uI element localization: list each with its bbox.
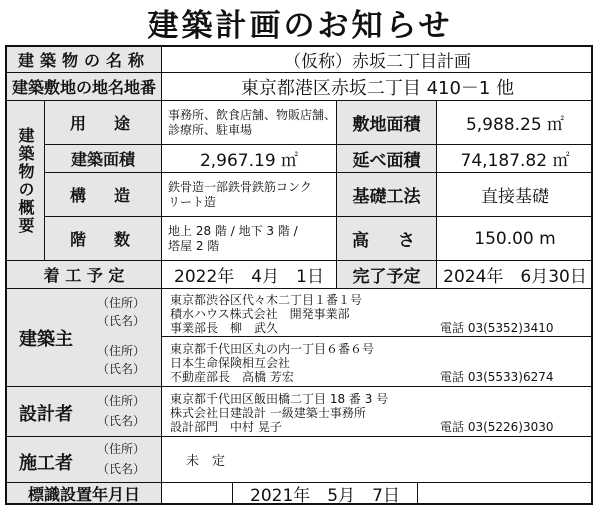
owner-name-tag-2: （氏名） bbox=[97, 362, 146, 376]
designer-label-cell bbox=[7, 387, 162, 437]
contractor-label: 施工者 bbox=[19, 453, 73, 474]
designer-phone: 電話 03(5226)3030 bbox=[440, 420, 554, 434]
use-value bbox=[162, 101, 337, 145]
overview-side-label: 建築物の概要 bbox=[7, 101, 45, 261]
owner-address-tag-1: （住所） bbox=[97, 296, 146, 310]
designer-label: 設計者 bbox=[19, 404, 73, 425]
owner-1-phone: 電話 03(5352)3410 bbox=[440, 321, 554, 335]
owner-1-company: 積水ハウス株式会社 開発事業部 bbox=[170, 307, 350, 321]
structure-value-line1: 鉄骨造一部鉄骨鉄筋コンク bbox=[168, 179, 312, 194]
designer-address-tag: （住所） bbox=[97, 394, 146, 408]
owner-address-tag-2: （住所） bbox=[97, 344, 146, 358]
building-name-value: （仮称）赤坂二丁目計画 bbox=[162, 47, 593, 73]
floors-value-line2: 塔屋 2 階 bbox=[168, 238, 220, 253]
owner-name-tag-1: （氏名） bbox=[97, 314, 146, 328]
sign-date-area bbox=[162, 483, 593, 503]
use-value-line2: 診療所、駐車場 bbox=[168, 122, 253, 137]
designer-person: 設計部門 中村 晃子 bbox=[170, 420, 282, 434]
end-value: 2024年 6月30日 bbox=[437, 261, 593, 289]
site-area-value: 5,988.25 ㎡ bbox=[437, 101, 593, 145]
sign-date-label: 標識設置年月日 bbox=[7, 483, 162, 503]
use-value-line1: 事務所、飲食店舗、物販店舗、 bbox=[168, 107, 337, 122]
designer-address: 東京都千代田区飯田橋二丁目 18 番 3 号 bbox=[170, 392, 389, 406]
end-label: 完了予定 bbox=[337, 261, 437, 289]
foundation-label: 基礎工法 bbox=[337, 173, 437, 217]
owner-1-address: 東京都渋谷区代々木二丁目１番１号 bbox=[170, 293, 363, 307]
info-table bbox=[5, 45, 593, 505]
foundation-value: 直接基礎 bbox=[437, 173, 593, 217]
structure-label: 構 造 bbox=[45, 173, 162, 217]
owner-label: 建築主 bbox=[19, 329, 73, 350]
building-area-value: 2,967.19 ㎡ bbox=[162, 145, 337, 173]
structure-value bbox=[162, 173, 337, 217]
site-address-value: 東京都港区赤坂二丁目 410－1 他 bbox=[162, 73, 593, 101]
designer-company: 株式会社日建設計 一級建築士事務所 bbox=[170, 406, 366, 420]
sign-date-value: 2021年 5月 7日 bbox=[232, 483, 418, 503]
total-floor-area-value: 74,187.82 ㎡ bbox=[437, 145, 593, 173]
site-area-label: 敷地面積 bbox=[337, 101, 437, 145]
start-label: 着 工 予 定 bbox=[7, 261, 162, 289]
owner-party-2 bbox=[162, 337, 593, 387]
floors-label: 階 数 bbox=[45, 217, 162, 261]
owner-2-company: 日本生命保険相互会社 bbox=[170, 356, 291, 370]
owner-2-address: 東京都千代田区丸の内一丁目６番６号 bbox=[170, 342, 375, 356]
contractor-address-tag: （住所） bbox=[97, 442, 146, 456]
structure-value-line2: リート造 bbox=[168, 194, 217, 209]
height-value: 150.00 m bbox=[437, 217, 593, 261]
owner-1-person: 事業部長 柳 武久 bbox=[170, 321, 279, 335]
owner-label-cell bbox=[7, 289, 162, 387]
contractor-info bbox=[162, 437, 593, 483]
owner-2-person: 不動産部長 高橋 芳宏 bbox=[170, 370, 294, 384]
notice-title: 建築計画のお知らせ bbox=[0, 0, 600, 45]
owner-party-1 bbox=[162, 289, 593, 337]
owner-2-phone: 電話 03(5533)6274 bbox=[440, 370, 554, 384]
building-name-label: 建築物の名称 bbox=[7, 47, 162, 73]
contractor-name-tag: （氏名） bbox=[97, 462, 146, 476]
start-value: 2022年 4月 1日 bbox=[162, 261, 337, 289]
building-area-label: 建築面積 bbox=[45, 145, 162, 173]
site-address-label: 建築敷地の地名地番 bbox=[7, 73, 162, 101]
floors-value bbox=[162, 217, 337, 261]
contractor-label-cell bbox=[7, 437, 162, 483]
use-label: 用 途 bbox=[45, 101, 162, 145]
total-floor-area-label: 延べ面積 bbox=[337, 145, 437, 173]
floors-value-line1: 地上 28 階 / 地下 3 階 / bbox=[168, 223, 298, 238]
designer-name-tag: （氏名） bbox=[97, 414, 146, 428]
designer-info bbox=[162, 387, 593, 437]
height-label: 高 さ bbox=[337, 217, 437, 261]
contractor-value: 未 定 bbox=[186, 454, 226, 469]
